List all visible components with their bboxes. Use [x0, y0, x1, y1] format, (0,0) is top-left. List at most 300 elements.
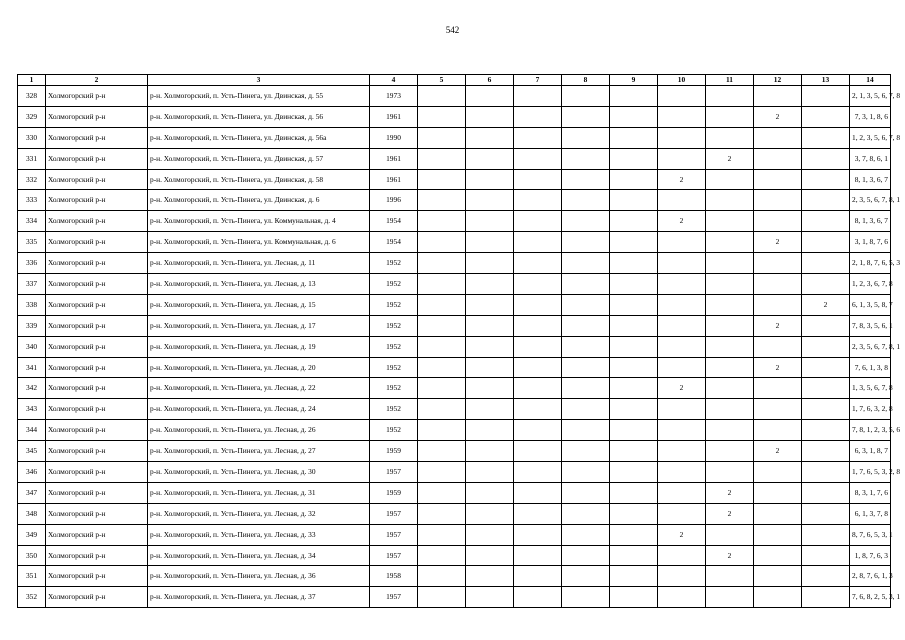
mark-cell-col-5 [418, 524, 466, 545]
table-row [18, 336, 891, 357]
district-cell: Холмогорский р-н [46, 106, 148, 127]
mark-cell-col-9 [610, 482, 658, 503]
mark-cell-col-7 [514, 566, 562, 587]
year-cell: 1954 [370, 211, 418, 232]
mark-cell-col-10 [658, 545, 706, 566]
mark-cell-col-11: 2 [706, 482, 754, 503]
mark-cell-col-7 [514, 315, 562, 336]
sequence-cell: 8, 1, 3, 6, 7 [850, 211, 891, 232]
mark-cell-col-10 [658, 441, 706, 462]
mark-cell-col-8 [562, 336, 610, 357]
table-body [18, 86, 901, 608]
row-number: 337 [18, 274, 46, 295]
table-row [18, 420, 891, 441]
mark-cell-col-8 [562, 524, 610, 545]
year-cell: 1990 [370, 127, 418, 148]
mark-cell-col-6 [466, 169, 514, 190]
mark-cell-col-5 [418, 482, 466, 503]
mark-cell-col-7 [514, 399, 562, 420]
mark-cell-col-9 [610, 86, 658, 107]
district-cell: Холмогорский р-н [46, 232, 148, 253]
sequence-cell: 2, 1, 8, 7, 6, 5, 3 [850, 253, 891, 274]
row-number: 329 [18, 106, 46, 127]
mark-cell-col-11 [706, 441, 754, 462]
mark-cell-col-11 [706, 315, 754, 336]
district-cell: Холмогорский р-н [46, 545, 148, 566]
mark-cell-col-9 [610, 190, 658, 211]
district-cell: Холмогорский р-н [46, 566, 148, 587]
mark-cell-col-5 [418, 441, 466, 462]
mark-cell-col-11 [706, 190, 754, 211]
sequence-cell: 7, 6, 1, 3, 8 [850, 357, 891, 378]
column-header-3: 3 [148, 75, 370, 86]
column-header-5: 5 [418, 75, 466, 86]
mark-cell-col-10 [658, 462, 706, 483]
column-header-2: 2 [46, 75, 148, 86]
district-cell: Холмогорский р-н [46, 127, 148, 148]
mark-cell-col-8 [562, 127, 610, 148]
mark-cell-col-5 [418, 148, 466, 169]
table-row [18, 587, 891, 608]
mark-cell-col-5 [418, 378, 466, 399]
mark-cell-col-11 [706, 378, 754, 399]
row-number: 328 [18, 86, 46, 107]
year-cell: 1952 [370, 274, 418, 295]
mark-cell-col-12 [754, 545, 802, 566]
mark-cell-col-8 [562, 315, 610, 336]
mark-cell-col-11 [706, 169, 754, 190]
address-cell: р-н. Холмогорский, п. Усть-Пинега, ул. Лесная, д. 15 [148, 294, 370, 315]
mark-cell-col-13 [802, 587, 850, 608]
sequence-cell: 6, 1, 3, 7, 8 [850, 503, 891, 524]
header-row [18, 75, 891, 86]
mark-cell-col-9 [610, 253, 658, 274]
row-number: 347 [18, 482, 46, 503]
mark-cell-col-9 [610, 441, 658, 462]
address-cell: р-н. Холмогорский, п. Усть-Пинега, ул. Лесная, д. 22 [148, 378, 370, 399]
year-cell: 1957 [370, 503, 418, 524]
mark-cell-col-9 [610, 566, 658, 587]
mark-cell-col-5 [418, 127, 466, 148]
mark-cell-col-8 [562, 253, 610, 274]
mark-cell-col-6 [466, 566, 514, 587]
mark-cell-col-7 [514, 336, 562, 357]
mark-cell-col-13 [802, 441, 850, 462]
sequence-cell: 8, 7, 6, 5, 3, 1 [850, 524, 891, 545]
table-row [18, 190, 891, 211]
district-cell: Холмогорский р-н [46, 336, 148, 357]
sequence-cell: 2, 3, 5, 6, 7, 8, 1 [850, 190, 891, 211]
year-cell: 1973 [370, 86, 418, 107]
district-cell: Холмогорский р-н [46, 274, 148, 295]
mark-cell-col-5 [418, 462, 466, 483]
year-cell: 1952 [370, 253, 418, 274]
column-header-1: 1 [18, 75, 46, 86]
mark-cell-col-12 [754, 274, 802, 295]
district-cell: Холмогорский р-н [46, 253, 148, 274]
table-row [18, 357, 891, 378]
mark-cell-col-12 [754, 169, 802, 190]
district-cell: Холмогорский р-н [46, 482, 148, 503]
district-cell: Холмогорский р-н [46, 503, 148, 524]
table-row [18, 524, 891, 545]
mark-cell-col-7 [514, 148, 562, 169]
table-row [18, 545, 891, 566]
row-number: 342 [18, 378, 46, 399]
mark-cell-col-9 [610, 587, 658, 608]
mark-cell-col-7 [514, 524, 562, 545]
mark-cell-col-13 [802, 274, 850, 295]
mark-cell-col-12 [754, 462, 802, 483]
sequence-cell: 8, 3, 1, 7, 6 [850, 482, 891, 503]
mark-cell-col-5 [418, 211, 466, 232]
mark-cell-col-13 [802, 169, 850, 190]
address-cell: р-н. Холмогорский, п. Усть-Пинега, ул. Лесная, д. 32 [148, 503, 370, 524]
sequence-cell: 7, 6, 8, 2, 5, 3, 1 [850, 587, 891, 608]
mark-cell-col-8 [562, 587, 610, 608]
mark-cell-col-7 [514, 294, 562, 315]
district-cell: Холмогорский р-н [46, 524, 148, 545]
mark-cell-col-11: 2 [706, 503, 754, 524]
mark-cell-col-6 [466, 357, 514, 378]
table-row [18, 441, 891, 462]
row-number: 349 [18, 524, 46, 545]
year-cell: 1961 [370, 169, 418, 190]
mark-cell-col-9 [610, 462, 658, 483]
row-number: 338 [18, 294, 46, 315]
mark-cell-col-8 [562, 420, 610, 441]
column-header-4: 4 [370, 75, 418, 86]
sequence-cell: 1, 2, 3, 5, 6, 7, 8 [850, 127, 891, 148]
mark-cell-col-7 [514, 420, 562, 441]
mark-cell-col-12 [754, 211, 802, 232]
mark-cell-col-10 [658, 86, 706, 107]
address-cell: р-н. Холмогорский, п. Усть-Пинега, ул. Коммунальная, д. 6 [148, 232, 370, 253]
mark-cell-col-7 [514, 545, 562, 566]
table-row [18, 294, 891, 315]
mark-cell-col-10: 2 [658, 524, 706, 545]
year-cell: 1954 [370, 232, 418, 253]
mark-cell-col-10 [658, 253, 706, 274]
mark-cell-col-8 [562, 482, 610, 503]
mark-cell-col-13 [802, 232, 850, 253]
sequence-cell: 7, 8, 1, 2, 3, 5, 6 [850, 420, 891, 441]
mark-cell-col-7 [514, 86, 562, 107]
mark-cell-col-11 [706, 86, 754, 107]
row-number: 333 [18, 190, 46, 211]
address-cell: р-н. Холмогорский, п. Усть-Пинега, ул. Двинская, д. 6 [148, 190, 370, 211]
row-number: 345 [18, 441, 46, 462]
mark-cell-col-6 [466, 545, 514, 566]
address-cell: р-н. Холмогорский, п. Усть-Пинега, ул. Лесная, д. 36 [148, 566, 370, 587]
year-cell: 1957 [370, 462, 418, 483]
year-cell: 1996 [370, 190, 418, 211]
mark-cell-col-9 [610, 211, 658, 232]
address-cell: р-н. Холмогорский, п. Усть-Пинега, ул. Двинская, д. 56а [148, 127, 370, 148]
row-number: 341 [18, 357, 46, 378]
mark-cell-col-10 [658, 399, 706, 420]
mark-cell-col-8 [562, 148, 610, 169]
address-cell: р-н. Холмогорский, п. Усть-Пинега, ул. Лесная, д. 24 [148, 399, 370, 420]
mark-cell-col-10: 2 [658, 211, 706, 232]
mark-cell-col-11 [706, 587, 754, 608]
mark-cell-col-13 [802, 357, 850, 378]
mark-cell-col-12 [754, 482, 802, 503]
district-cell: Холмогорский р-н [46, 462, 148, 483]
sequence-cell: 2, 8, 7, 6, 1, 3 [850, 566, 891, 587]
sequence-cell: 6, 1, 3, 5, 8, 7 [850, 294, 891, 315]
row-number: 348 [18, 503, 46, 524]
mark-cell-col-6 [466, 524, 514, 545]
mark-cell-col-8 [562, 566, 610, 587]
row-number: 350 [18, 545, 46, 566]
mark-cell-col-9 [610, 378, 658, 399]
mark-cell-col-10 [658, 357, 706, 378]
mark-cell-col-6 [466, 315, 514, 336]
table-row [18, 106, 891, 127]
mark-cell-col-12 [754, 127, 802, 148]
year-cell: 1959 [370, 441, 418, 462]
year-cell: 1959 [370, 482, 418, 503]
year-cell: 1952 [370, 420, 418, 441]
mark-cell-col-12 [754, 336, 802, 357]
table-row [18, 86, 891, 107]
mark-cell-col-10 [658, 106, 706, 127]
register-table [17, 74, 901, 608]
mark-cell-col-9 [610, 232, 658, 253]
mark-cell-col-6 [466, 378, 514, 399]
mark-cell-col-8 [562, 294, 610, 315]
mark-cell-col-5 [418, 253, 466, 274]
mark-cell-col-5 [418, 86, 466, 107]
mark-cell-col-9 [610, 274, 658, 295]
address-cell: р-н. Холмогорский, п. Усть-Пинега, ул. Двинская, д. 55 [148, 86, 370, 107]
district-cell: Холмогорский р-н [46, 420, 148, 441]
address-cell: р-н. Холмогорский, п. Усть-Пинега, ул. Коммунальная, д. 4 [148, 211, 370, 232]
mark-cell-col-5 [418, 420, 466, 441]
mark-cell-col-5 [418, 503, 466, 524]
mark-cell-col-5 [418, 587, 466, 608]
year-cell: 1952 [370, 378, 418, 399]
mark-cell-col-7 [514, 253, 562, 274]
mark-cell-col-11 [706, 211, 754, 232]
mark-cell-col-12 [754, 399, 802, 420]
mark-cell-col-13 [802, 211, 850, 232]
year-cell: 1952 [370, 357, 418, 378]
mark-cell-col-7 [514, 357, 562, 378]
mark-cell-col-9 [610, 420, 658, 441]
table-row [18, 482, 891, 503]
mark-cell-col-8 [562, 545, 610, 566]
mark-cell-col-9 [610, 336, 658, 357]
mark-cell-col-5 [418, 232, 466, 253]
table-row [18, 148, 891, 169]
address-cell: р-н. Холмогорский, п. Усть-Пинега, ул. Лесная, д. 19 [148, 336, 370, 357]
mark-cell-col-12 [754, 190, 802, 211]
mark-cell-col-13 [802, 566, 850, 587]
mark-cell-col-11 [706, 399, 754, 420]
year-cell: 1957 [370, 545, 418, 566]
mark-cell-col-11: 2 [706, 545, 754, 566]
row-number: 336 [18, 253, 46, 274]
mark-cell-col-11 [706, 274, 754, 295]
mark-cell-col-8 [562, 378, 610, 399]
mark-cell-col-10 [658, 274, 706, 295]
mark-cell-col-9 [610, 148, 658, 169]
mark-cell-col-12: 2 [754, 441, 802, 462]
mark-cell-col-7 [514, 378, 562, 399]
mark-cell-col-13 [802, 127, 850, 148]
mark-cell-col-12 [754, 294, 802, 315]
table-row [18, 169, 891, 190]
row-number: 346 [18, 462, 46, 483]
address-cell: р-н. Холмогорский, п. Усть-Пинега, ул. Лесная, д. 13 [148, 274, 370, 295]
mark-cell-col-11 [706, 336, 754, 357]
mark-cell-col-10: 2 [658, 169, 706, 190]
table-row [18, 211, 891, 232]
mark-cell-col-10 [658, 420, 706, 441]
mark-cell-col-9 [610, 127, 658, 148]
year-cell: 1952 [370, 294, 418, 315]
mark-cell-col-6 [466, 190, 514, 211]
column-header-9: 9 [610, 75, 658, 86]
mark-cell-col-13 [802, 190, 850, 211]
district-cell: Холмогорский р-н [46, 357, 148, 378]
mark-cell-col-11 [706, 566, 754, 587]
address-cell: р-н. Холмогорский, п. Усть-Пинега, ул. Лесная, д. 11 [148, 253, 370, 274]
mark-cell-col-12 [754, 566, 802, 587]
table-row [18, 253, 891, 274]
page-number: 542 [445, 25, 460, 35]
address-cell: р-н. Холмогорский, п. Усть-Пинега, ул. Лесная, д. 31 [148, 482, 370, 503]
mark-cell-col-5 [418, 315, 466, 336]
mark-cell-col-10 [658, 503, 706, 524]
mark-cell-col-9 [610, 315, 658, 336]
mark-cell-col-7 [514, 274, 562, 295]
mark-cell-col-7 [514, 211, 562, 232]
column-header-6: 6 [466, 75, 514, 86]
row-number: 344 [18, 420, 46, 441]
row-number: 339 [18, 315, 46, 336]
district-cell: Холмогорский р-н [46, 294, 148, 315]
district-cell: Холмогорский р-н [46, 148, 148, 169]
district-cell: Холмогорский р-н [46, 211, 148, 232]
mark-cell-col-13 [802, 545, 850, 566]
address-cell: р-н. Холмогорский, п. Усть-Пинега, ул. Двинская, д. 57 [148, 148, 370, 169]
mark-cell-col-6 [466, 482, 514, 503]
mark-cell-col-8 [562, 106, 610, 127]
column-header-10: 10 [658, 75, 706, 86]
mark-cell-col-6 [466, 587, 514, 608]
column-header-11: 11 [706, 75, 754, 86]
district-cell: Холмогорский р-н [46, 378, 148, 399]
mark-cell-col-8 [562, 274, 610, 295]
sequence-cell: 1, 2, 3, 6, 7, 8 [850, 274, 891, 295]
mark-cell-col-5 [418, 190, 466, 211]
address-cell: р-н. Холмогорский, п. Усть-Пинега, ул. Лесная, д. 33 [148, 524, 370, 545]
mark-cell-col-6 [466, 336, 514, 357]
mark-cell-col-5 [418, 336, 466, 357]
mark-cell-col-13 [802, 336, 850, 357]
mark-cell-col-6 [466, 148, 514, 169]
sequence-cell: 1, 7, 6, 3, 2, 8 [850, 399, 891, 420]
mark-cell-col-11 [706, 106, 754, 127]
mark-cell-col-6 [466, 232, 514, 253]
mark-cell-col-12 [754, 420, 802, 441]
table-row [18, 378, 891, 399]
mark-cell-col-12: 2 [754, 357, 802, 378]
column-header-7: 7 [514, 75, 562, 86]
table-row [18, 127, 891, 148]
mark-cell-col-8 [562, 441, 610, 462]
mark-cell-col-7 [514, 106, 562, 127]
address-cell: р-н. Холмогорский, п. Усть-Пинега, ул. Лесная, д. 30 [148, 462, 370, 483]
district-cell: Холмогорский р-н [46, 315, 148, 336]
mark-cell-col-11 [706, 253, 754, 274]
mark-cell-col-10 [658, 587, 706, 608]
mark-cell-col-12: 2 [754, 106, 802, 127]
table-row [18, 315, 891, 336]
mark-cell-col-6 [466, 441, 514, 462]
mark-cell-col-7 [514, 482, 562, 503]
mark-cell-col-10 [658, 315, 706, 336]
mark-cell-col-10 [658, 566, 706, 587]
mark-cell-col-12 [754, 503, 802, 524]
mark-cell-col-8 [562, 211, 610, 232]
mark-cell-col-6 [466, 253, 514, 274]
mark-cell-col-12 [754, 253, 802, 274]
district-cell: Холмогорский р-н [46, 86, 148, 107]
mark-cell-col-13 [802, 524, 850, 545]
address-cell: р-н. Холмогорский, п. Усть-Пинега, ул. Двинская, д. 56 [148, 106, 370, 127]
row-number: 332 [18, 169, 46, 190]
address-cell: р-н. Холмогорский, п. Усть-Пинега, ул. Лесная, д. 20 [148, 357, 370, 378]
mark-cell-col-8 [562, 503, 610, 524]
mark-cell-col-12 [754, 86, 802, 107]
mark-cell-col-10: 2 [658, 378, 706, 399]
address-cell: р-н. Холмогорский, п. Усть-Пинега, ул. Лесная, д. 37 [148, 587, 370, 608]
mark-cell-col-11 [706, 524, 754, 545]
mark-cell-col-11 [706, 232, 754, 253]
mark-cell-col-11 [706, 462, 754, 483]
row-number: 330 [18, 127, 46, 148]
table-row [18, 462, 891, 483]
mark-cell-col-7 [514, 441, 562, 462]
column-header-8: 8 [562, 75, 610, 86]
sequence-cell: 1, 8, 7, 6, 3 [850, 545, 891, 566]
mark-cell-col-8 [562, 86, 610, 107]
mark-cell-col-6 [466, 399, 514, 420]
mark-cell-col-8 [562, 357, 610, 378]
address-cell: р-н. Холмогорский, п. Усть-Пинега, ул. Лесная, д. 17 [148, 315, 370, 336]
mark-cell-col-11 [706, 294, 754, 315]
mark-cell-col-13 [802, 420, 850, 441]
row-number: 343 [18, 399, 46, 420]
district-cell: Холмогорский р-н [46, 399, 148, 420]
mark-cell-col-8 [562, 462, 610, 483]
mark-cell-col-6 [466, 211, 514, 232]
mark-cell-col-7 [514, 587, 562, 608]
mark-cell-col-13 [802, 148, 850, 169]
column-header-12: 12 [754, 75, 802, 86]
sequence-cell: 3, 1, 8, 7, 6 [850, 232, 891, 253]
column-header-14: 14 [850, 75, 891, 86]
table-row [18, 566, 891, 587]
mark-cell-col-9 [610, 357, 658, 378]
mark-cell-col-13 [802, 86, 850, 107]
mark-cell-col-5 [418, 294, 466, 315]
mark-cell-col-7 [514, 190, 562, 211]
